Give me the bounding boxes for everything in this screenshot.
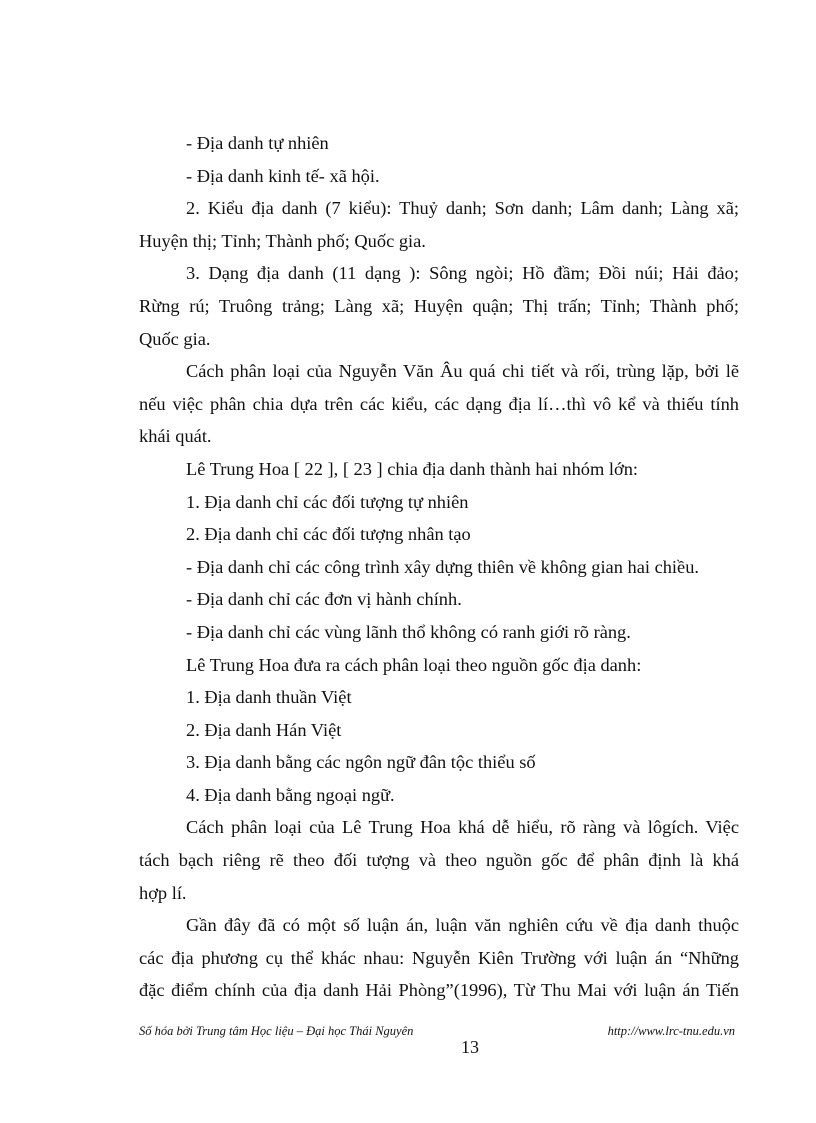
text-line: - Địa danh chỉ các công trình xây dựng thiên về không gian hai chiều. bbox=[186, 556, 699, 577]
text-line: Quốc gia. bbox=[139, 328, 211, 349]
text-line: Lê Trung Hoa đưa ra cách phân loại theo nguồn gốc địa danh: bbox=[186, 654, 642, 675]
text-line: - Địa danh kinh tế- xã hội. bbox=[186, 165, 380, 186]
text-line: - Địa danh chỉ các đơn vị hành chính. bbox=[186, 589, 462, 610]
text-line: Huyện thị; Tỉnh; Thành phố; Quốc gia. bbox=[139, 230, 426, 251]
body-text bbox=[139, 127, 739, 1007]
text-line: 2. Kiểu địa danh (7 kiểu): Thuỷ danh; Sơn danh; Lâm danh; Làng xã; bbox=[186, 198, 739, 219]
text-line: 3. Địa danh bằng các ngôn ngữ đân tộc thiểu số bbox=[186, 752, 536, 773]
text-line: tách bạch riêng rẽ theo đối tượng và theo nguồn gốc để phân định là khá bbox=[139, 850, 739, 871]
text-line: 1. Địa danh thuần Việt bbox=[186, 687, 352, 708]
page-number: 13 bbox=[461, 1037, 479, 1057]
page-footer bbox=[139, 1024, 739, 1064]
text-line: hợp lí. bbox=[139, 882, 187, 903]
text-line: Cách phân loại của Lê Trung Hoa khá dễ hiểu, rõ ràng và lôgích. Việc bbox=[186, 817, 739, 838]
text-line: khái quát. bbox=[139, 426, 212, 447]
text-line: Cách phân loại của Nguyễn Văn Âu quá chi tiết và rối, trùng lặp, bởi lẽ bbox=[186, 361, 739, 382]
text-line: các địa phương cụ thể khác nhau: Nguyễn Kiên Trường với luận án “Những bbox=[139, 947, 739, 968]
text-line: Rừng rú; Truông trảng; Làng xã; Huyện quận; Thị trấn; Tỉnh; Thành phố; bbox=[139, 295, 739, 316]
text-line: - Địa danh chỉ các vùng lãnh thổ không có ranh giới rõ ràng. bbox=[186, 621, 631, 642]
text-line: đặc điểm chính của địa danh Hải Phòng”(1996), Từ Thu Mai với luận án Tiến bbox=[139, 980, 739, 1001]
text-line: Lê Trung Hoa [ 22 ], [ 23 ] chia địa danh thành hai nhóm lớn: bbox=[186, 458, 639, 479]
text-line: nếu việc phân chia dựa trên các kiểu, các dạng địa lí…thì vô kể và thiếu tính bbox=[139, 393, 739, 414]
text-line: - Địa danh tự nhiên bbox=[186, 133, 329, 153]
text-line: Gần đây đã có một số luận án, luận văn nghiên cứu về địa danh thuộc bbox=[186, 915, 739, 936]
footer-url: http://www.lrc-tnu.edu.vn bbox=[607, 1024, 735, 1038]
text-line: 2. Địa danh Hán Việt bbox=[186, 719, 342, 740]
text-line: 4. Địa danh bằng ngoại ngữ. bbox=[186, 784, 395, 805]
text-line: 1. Địa danh chỉ các đối tượng tự nhiên bbox=[186, 491, 469, 512]
footer-source: Số hóa bởi Trung tâm Học liệu – Đại học Thái Nguyên bbox=[139, 1024, 414, 1038]
text-line: 2. Địa danh chỉ các đối tượng nhân tạo bbox=[186, 524, 471, 545]
text-line: 3. Dạng địa danh (11 dạng ): Sông ngòi; Hồ đầm; Đồi núi; Hải đảo; bbox=[186, 263, 739, 284]
